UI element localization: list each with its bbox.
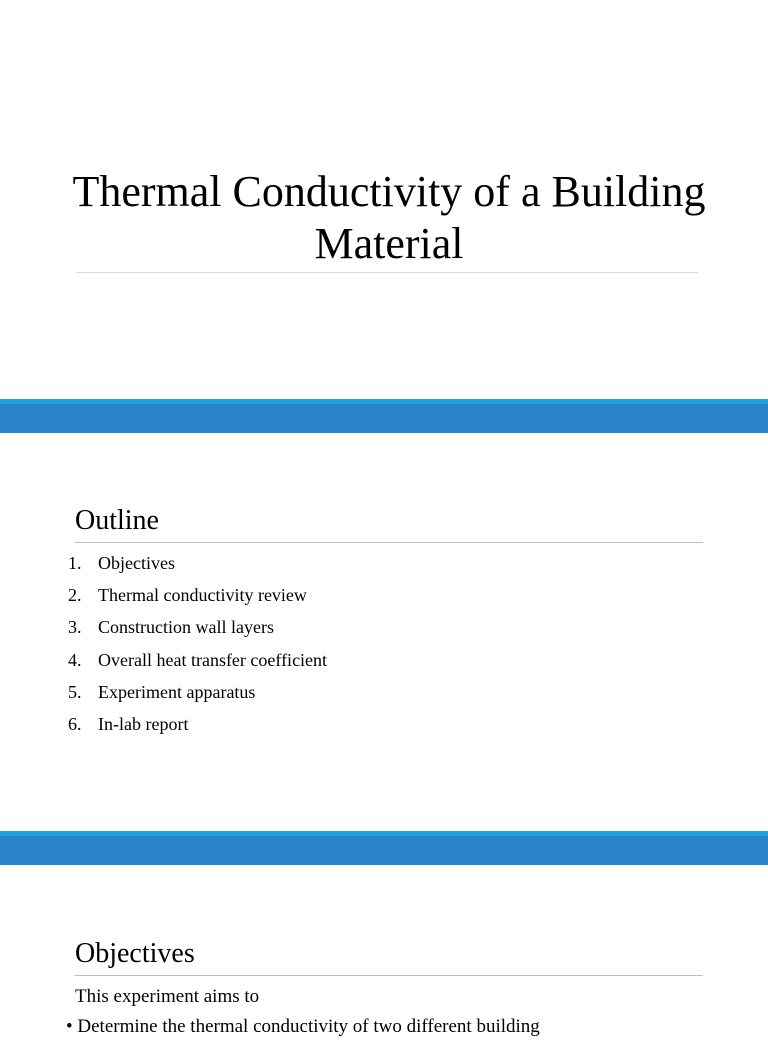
- objectives-heading-divider: [75, 975, 703, 976]
- list-item: [68, 549, 327, 581]
- objectives-heading: Objectives: [75, 938, 195, 969]
- slide-separator: [0, 831, 768, 865]
- list-item-number: 3.: [68, 617, 82, 638]
- outline-heading-divider: [75, 542, 703, 543]
- list-item: [68, 613, 327, 645]
- list-item-label: Overall heat transfer coefficient: [98, 649, 328, 670]
- list-item: [68, 646, 327, 678]
- list-item-number: 2.: [68, 585, 82, 606]
- slide-separator: [0, 399, 768, 433]
- list-item-label: Objectives: [98, 553, 175, 573]
- title-divider: [76, 272, 698, 273]
- list-item-number: 4.: [68, 649, 82, 670]
- list-item-label: Construction wall layers: [98, 617, 274, 638]
- list-item-label: Experiment apparatus: [98, 681, 256, 702]
- objectives-bullet: • Determine the thermal conductivity of two different building: [66, 1016, 540, 1037]
- objectives-intro: This experiment aims to: [75, 986, 260, 1007]
- outline-list: [68, 549, 327, 742]
- separator-edge: [0, 831, 768, 836]
- list-item: [68, 581, 327, 613]
- list-item-label: In-lab report: [98, 713, 189, 734]
- list-item-number: 5.: [68, 681, 82, 702]
- outline-heading: Outline: [75, 505, 159, 536]
- list-item-number: 6.: [68, 713, 82, 734]
- slide-title: Thermal Conductivity of a Building Material: [72, 167, 706, 268]
- title-slide: [0, 0, 768, 400]
- list-item-number: 1.: [68, 553, 82, 573]
- separator-edge: [0, 399, 768, 404]
- list-item-label: Thermal conductivity review: [98, 585, 307, 606]
- list-item: [68, 678, 327, 710]
- list-item: [68, 710, 327, 742]
